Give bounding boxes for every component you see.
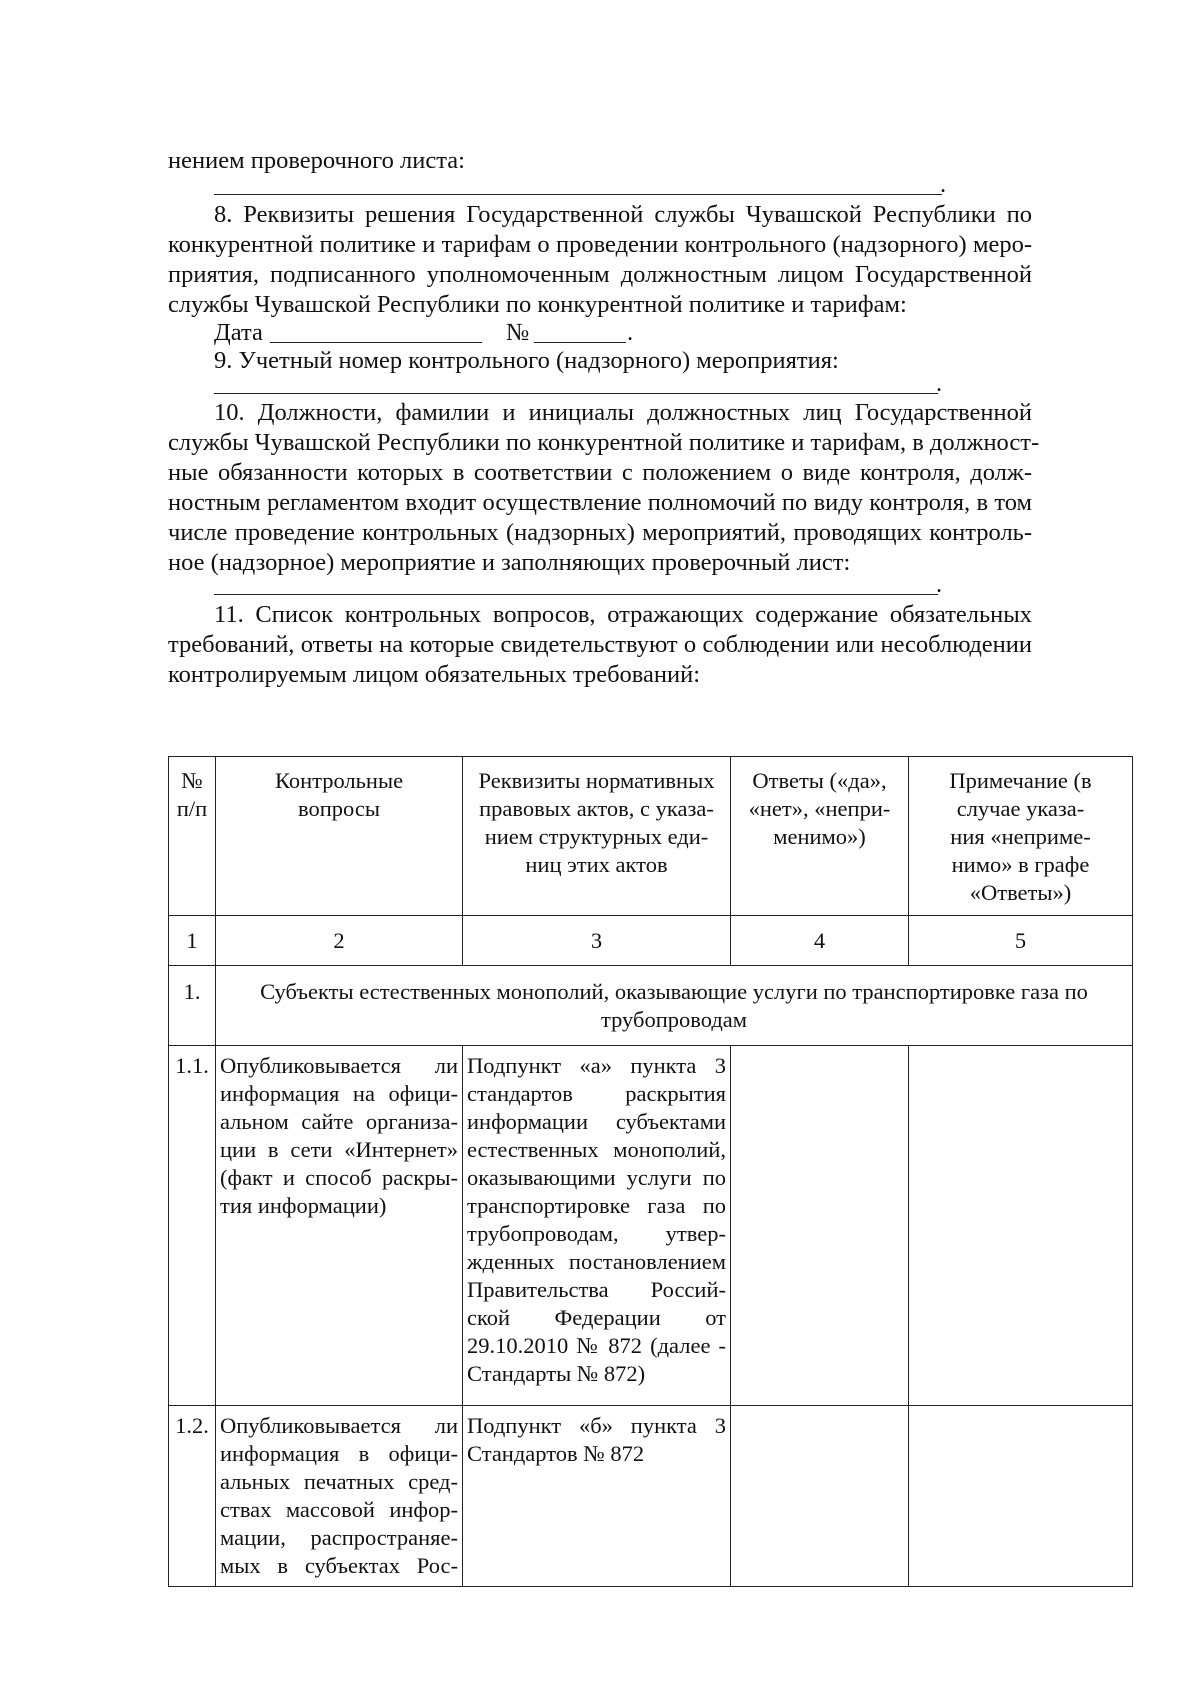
item-8-line: конкурентной политике и тарифам о проведении контрольного (надзорного) меро- (168, 231, 1032, 258)
table-row (169, 1046, 1133, 1406)
item-10-line: ное (надзорное) мероприятие и заполняющих проверочный лист: (168, 549, 851, 576)
item-8-line: службы Чувашской Республики по конкурентной политике и тарифам: (168, 291, 907, 318)
item-8-line: приятия, подписанного уполномоченным должностным лицом Государственной (168, 261, 1032, 288)
blank-field-7 (214, 194, 942, 195)
row-answer[interactable] (731, 1046, 909, 1406)
row-question: Опубликовывается ли информация в офици- альных печатных сред- ствах массовой инфор- мации, распространяе- мых в субъектах Рос- (216, 1406, 463, 1587)
header-questions: Контрольные вопросы (216, 757, 463, 916)
blank-period: . (936, 571, 943, 598)
row-answer[interactable] (731, 1406, 909, 1587)
item-10-line: ностным регламентом входит осуществление полномочий по виду контроля, в том (168, 489, 1032, 516)
table-row (169, 1406, 1133, 1587)
blank-period: . (936, 370, 943, 397)
blank-field-9 (214, 393, 938, 394)
blank-field-10 (214, 594, 938, 595)
number-period: . (627, 319, 634, 346)
item-10-line: числе проведение контрольных (надзорных) мероприятий, проводящих контроль- (168, 519, 1032, 546)
date-field (270, 342, 482, 343)
section-num: 1. (169, 966, 216, 1046)
item-9-text: 9. Учетный номер контрольного (надзорного) мероприятия: (214, 347, 839, 374)
blank-period: . (940, 171, 947, 198)
row-note[interactable] (909, 1046, 1133, 1406)
col-number: 1 (169, 916, 216, 966)
column-numbers-row (169, 916, 1133, 966)
number-field (534, 342, 626, 343)
col-number: 3 (463, 916, 731, 966)
item-8-line: 8. Реквизиты решения Государственной службы Чувашской Республики по (214, 201, 1032, 228)
item-11-line: 11. Список контрольных вопросов, отражающих содержание обязательных (214, 601, 1032, 628)
header-num: № п/п (169, 757, 216, 916)
item-10-line: 10. Должности, фамилии и инициалы должностных лиц Государственной (214, 399, 1032, 426)
col-number: 5 (909, 916, 1133, 966)
row-reference: Подпункт «б» пункта 3 Стандартов № 872 (463, 1406, 731, 1587)
row-num: 1.2. (169, 1406, 216, 1587)
section-row (169, 966, 1133, 1046)
col-number: 4 (731, 916, 909, 966)
header-note: Примечание (в случае указа- ния «неприме- нимо» в графе «Ответы») (909, 757, 1133, 916)
header-references: Реквизиты нормативных правовых актов, с указа- нием структурных еди- ниц этих актов (463, 757, 731, 916)
row-question: Опубликовывается ли информация на офици- альном сайте организа- ции в сети «Интернет» (факт и способ раскры- тия информации) (216, 1046, 463, 1406)
header-answers: Ответы («да», «нет», «непри- менимо») (731, 757, 909, 916)
row-num: 1.1. (169, 1046, 216, 1406)
row-reference: Подпункт «а» пункта 3 стандартов раскрытия информации субъектами естественных монополий, оказывающими услуги по транспортировке газа по трубопроводам, утвер- жденных постановлением Правительства Россий- ской Федерации от 29.10.2010 № 872 (далее - Стандарты № 872) (463, 1046, 731, 1406)
checklist-table (168, 756, 1133, 1587)
section-title: Субъекты естественных монополий, оказывающие услуги по транспортировке газа по трубопроводам (216, 966, 1133, 1046)
item-11-line: требований, ответы на которые свидетельствуют о соблюдении или несоблюдении (168, 631, 1032, 658)
table-header-row (169, 757, 1133, 916)
col-number: 2 (216, 916, 463, 966)
item-10-line: ные обязанности которых в соответствии с положением о виде контроля, долж- (168, 459, 1032, 486)
intro-tail-text: нением проверочного листа: (168, 147, 465, 174)
row-note[interactable] (909, 1406, 1133, 1587)
item-10-line: службы Чувашской Республики по конкурентной политике и тарифам, в должност- (168, 429, 1040, 456)
number-label: № (506, 319, 530, 346)
date-label: Дата (214, 319, 263, 346)
item-11-line: контролируемым лицом обязательных требований: (168, 661, 701, 688)
